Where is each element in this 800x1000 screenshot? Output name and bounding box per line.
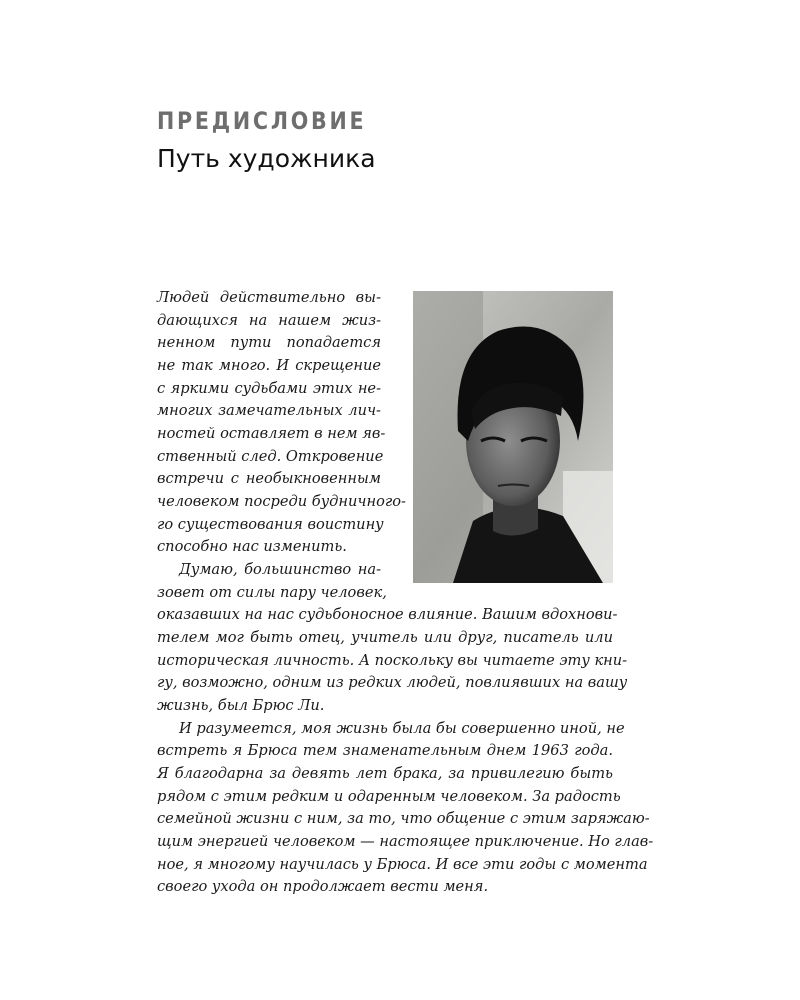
text-line: го существования воистину [157,516,384,533]
text-line: зовет от силы пару человек, [157,584,387,601]
text-line: встречи с необыкновенным [157,470,381,487]
text-line: гу, возможно, одним из редких людей, повлиявших на вашу [157,674,628,691]
text-line: оказавших на нас судьбоносное влияние. Вашим вдохнови- [157,606,618,623]
text-line: щим энергией человеком — настоящее приключение. Но глав- [157,833,654,850]
text-line: ностей оставляет в нем яв- [157,425,386,442]
text-line: многих замечательных лич- [157,402,381,419]
text-line: семейной жизни с ним, за то, что общение с этим заряжаю- [157,810,650,827]
text-line: с яркими судьбами этих не- [157,380,381,397]
text-line: ненном пути попадается [157,334,381,351]
text-line: рядом с этим редким и одаренным человеком. За радость [157,788,621,805]
text-line: телем мог быть отец, учитель или друг, писатель или [157,629,613,646]
portrait-icon [413,291,613,583]
text-line: жизнь, был Брюс Ли. [157,697,325,714]
text-line: встреть я Брюса тем знаменательным днем 1963 года. [157,742,613,759]
text-line: ное, я многому научилась у Брюса. И все эти годы с момента [157,856,648,873]
text-line: ственный след. Откровение [157,448,384,465]
section-kicker: ПРЕДИСЛОВИЕ [157,107,367,135]
text-line: человеком посреди будничного- [157,493,406,510]
text-line: Людей действительно вы- [157,289,381,306]
page-title: Путь художника [157,144,376,173]
text-line: способно нас изменить. [157,538,347,555]
text-line: историческая личность. А поскольку вы читаете эту кни- [157,652,628,669]
text-line: дающихся на нашем жиз- [157,312,381,329]
text-line: Я благодарна за девять лет брака, за привилегию быть [157,765,613,782]
text-line: не так много. И скрещение [157,357,381,374]
portrait-photo [413,291,613,583]
text-line: И разумеется, моя жизнь была бы совершенно иной, не [179,720,625,737]
text-line: Думаю, большинство на- [179,561,381,578]
text-line: своего ухода он продолжает вести меня. [157,878,489,895]
